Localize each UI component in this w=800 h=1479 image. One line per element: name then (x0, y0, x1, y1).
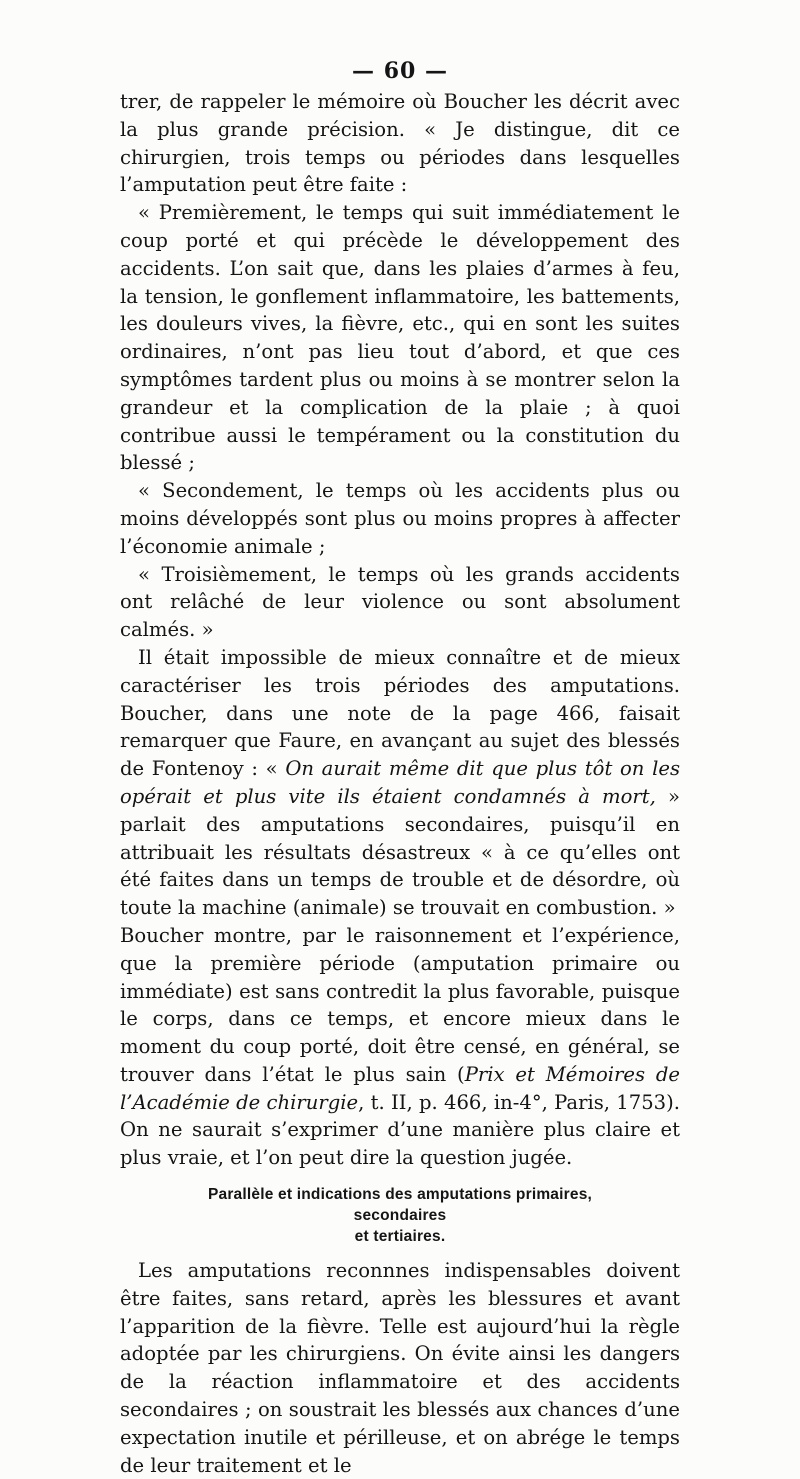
paragraph-boucher (120, 922, 680, 1172)
p5-italic-quote: On aurait même dit que plus tôt on les opérait et plus vite ils étaient condamnés à mort, (120, 757, 680, 808)
quote-third-period: « Troisièmement, le temps où les grands accidents ont relâché de leur violence ou sont absolument calmés. » (120, 562, 680, 642)
body-text-section (120, 1257, 680, 1479)
p6-text-b: , t. II, p. 466, in-4°, Paris, 1753). On ne saurait s’exprimer d’une manière plus claire et plus vraie, et l’on peut dire la question jugée. (120, 1090, 681, 1170)
quote-second-period: « Secondement, le temps où les accidents plus ou moins développés sont plus ou moins propres à affecter l’économie animale ; (120, 479, 680, 558)
paragraph-continuation: trer, de rappeler le mémoire où Boucher les décrit avec la plus grande précision. « Je distingue, dit ce chirurgien, trois temps ou périodes dans lesquelles l’amputation peut être faite : (120, 90, 680, 197)
page-number: — 60 — (352, 58, 448, 84)
quote-first-period: « Premièrement, le temps qui suit immédiatement le coup porté et qui précède le développement des accidents. L’on sait que, dans les plaies d’armes à feu, la tension, le gonflement inflammatoire, les battements, les douleurs vives, la fièvre, etc., qui en sont les suites ordinaires, n’ont pas lieu tout d’abord, et que ces symptômes tardent plus ou moins à se montrer selon la grandeur et la complication de la plaie ; à quoi contribue aussi le tempérament ou la constitution du blessé ; (120, 201, 680, 475)
section-heading-line2: et tertiaires. (354, 1228, 446, 1246)
p6-text-a: Boucher montre, par le raisonnement et l’expérience, que la première période (amputation primaire ou immédiate) est sans contredit la plus favorable, puisque le corps, dans ce temps, et encore mieux dans le moment du coup porté, doit être censé, en général, se trouver dans l’état le plus sain ( (120, 923, 680, 1086)
paragraph-three-periods (120, 644, 680, 922)
section-heading-line1: Parallèle et indications des amputations primaires, secondaires (207, 1186, 593, 1225)
paragraph-amputations: Les amputations reconnnes indispensables doivent être faites, sans retard, après les blessures et avant l’apparition de la fièvre. Telle est aujourd’hui la règle adoptée par les chirurgiens. On évite ainsi les dangers de la réaction inflammatoire et des accidents secondaires ; on soustrait les blessés aux chances d’une expectation inutile et périlleuse, et on abrége le temps de leur traitement et le (120, 1259, 680, 1477)
p6-italic-citation: Prix et Mémoires de l’Académie de chirurgie (120, 1062, 680, 1114)
body-text (120, 88, 680, 1172)
section-heading (160, 1184, 640, 1247)
p5-text-a: Il était impossible de mieux connaître et de mieux caractériser les trois périodes des amputations. Boucher, dans une note de la page 466, faisait remarquer que Faure, en avançant au sujet des blessés de Fontenoy : « (120, 645, 680, 781)
p5-text-b: » parlait des amputations secondaires, puisqu’il en attribuait les résultats désastreux « à ce qu’elles ont été faites dans un temps de trouble et de désordre, où toute la machine (animale) se trouvait en combustion. » (120, 784, 680, 920)
